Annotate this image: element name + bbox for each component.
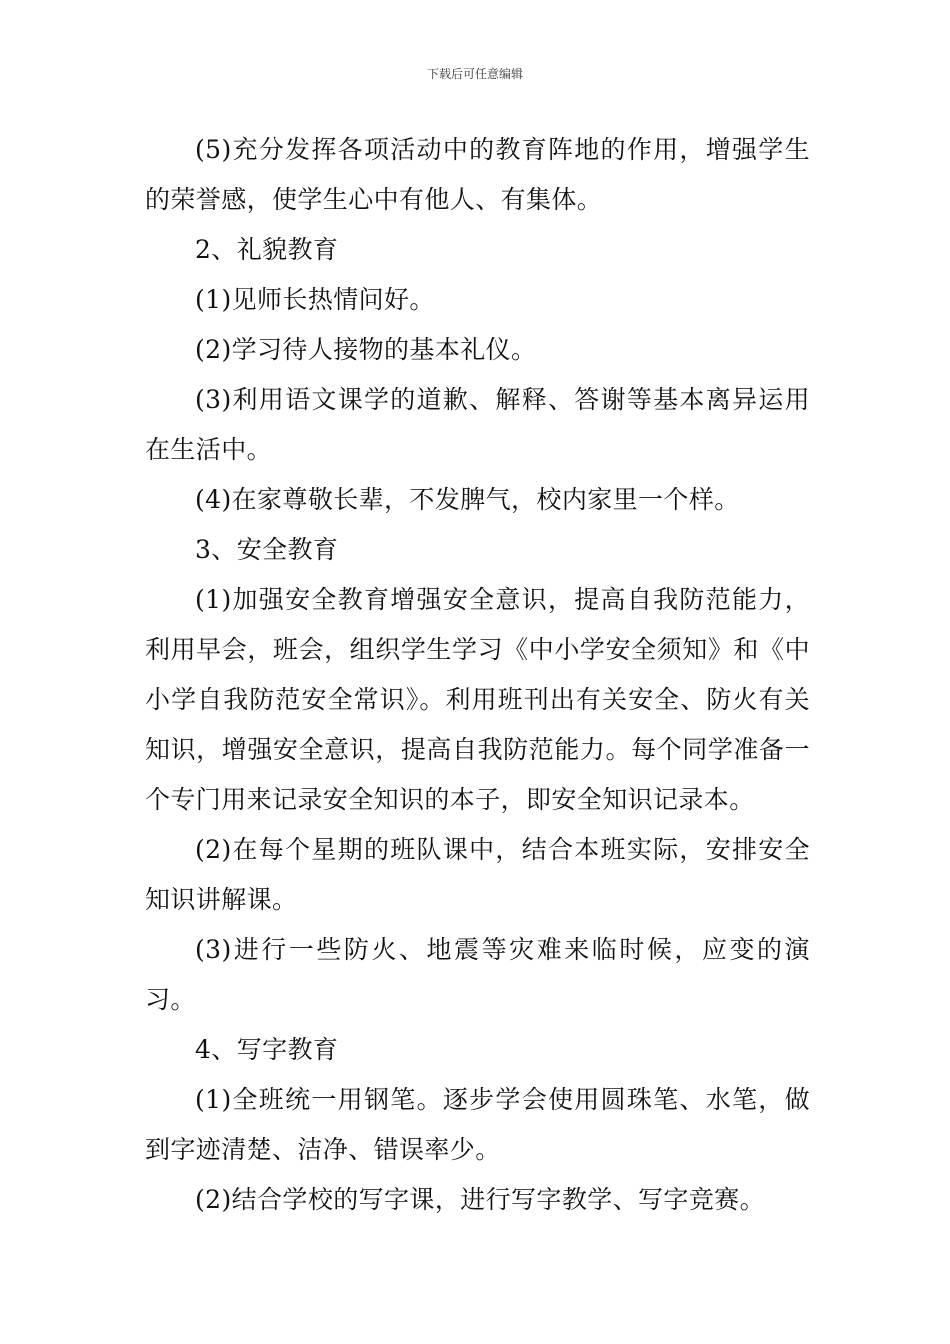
paragraph-emergency-drill: (3)进行一些防火、地震等灾难来临时候，应变的演习。 [145,935,810,1014]
paragraph-fountain-pen: (1)全班统一用钢笔。逐步学会使用圆珠笔、水笔，做到字迹清楚、洁净、错误率少。 [145,1085,810,1164]
paragraph-writing-contest: (2)结合学校的写字课，进行写字教学、写字竞赛。 [195,1185,766,1214]
heading-safety-education: 3、安全教育 [195,535,339,564]
document-body [145,125,810,1225]
heading-writing-education: 4、写字教育 [195,1035,339,1064]
paragraph-honor-sense: (5)充分发挥各项活动中的教育阵地的作用，增强学生的荣誉感，使学生心中有他人、有集体。 [145,135,810,214]
paragraph-safety-awareness: (1)加强安全教育增强安全意识，提高自我防范能力，利用早会，班会，组织学生学习《中小学安全须知》和《中小学自我防范安全常识》。利用班刊出有关安全、防火有关知识，增强安全意识，提高自我防范能力。每个同学准备一个专门用来记录安全知识的本子，即安全知识记录本。 [145,585,810,814]
paragraph-etiquette: (2)学习待人接物的基本礼仪。 [195,335,537,364]
paragraph-respect-elders: (4)在家尊敬长辈，不发脾气，校内家里一个样。 [195,485,740,514]
paragraph-safety-lessons: (2)在每个星期的班队课中，结合本班实际，安排安全知识讲解课。 [145,835,810,914]
heading-courtesy-education: 2、礼貌教育 [195,235,339,264]
paragraph-apology-usage: (3)利用语文课学的道歉、解释、答谢等基本离异运用在生活中。 [145,385,810,464]
page-header: 下载后可任意编辑 [426,67,523,81]
paragraph-greet-teachers: (1)见师长热情问好。 [195,285,435,314]
